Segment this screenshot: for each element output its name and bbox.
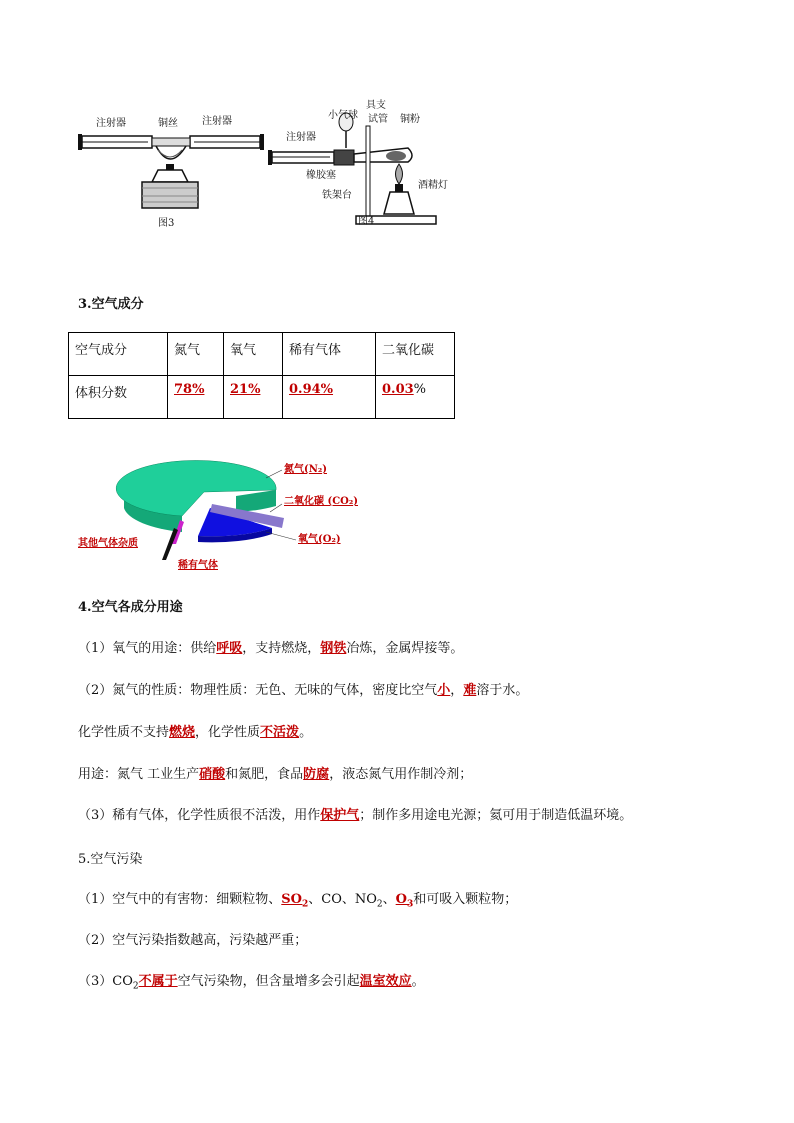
table-row [69, 376, 455, 419]
section3-title: 3.空气成分 [78, 297, 144, 312]
fig3-label-copper: 铜丝 [158, 118, 178, 129]
table-header-cell: 空气成分 [69, 333, 168, 376]
figure-4 [268, 96, 464, 236]
section4-line-5: （3）稀有气体，化学性质很不活泼，用作保护气；制作多用途电光源；氦可用于制造低温环境。 [78, 808, 633, 823]
fig4-label-stopper: 橡胶塞 [306, 170, 336, 181]
table-header-cell: 稀有气体 [283, 333, 376, 376]
fig4-label-balloon: 小气球 [328, 110, 358, 121]
fig4-label-tube: 具支 [366, 100, 386, 111]
value-nitrogen: 78% [174, 382, 205, 397]
table-header-cell: 氧气 [224, 333, 283, 376]
section5-line-1: （1）空气中的有害物：细颗粒物、$SO_2$、CO、$NO_2$、$O_3$和可吸入颗粒物； [78, 892, 518, 910]
section5-line-2: （2）空气污染指数越高，污染越严重； [78, 933, 308, 948]
section5-line-3: $(3)CO_2$不属于空气污染物，但含量增多会引起温室效应。 [78, 974, 425, 992]
fig4-label-stand: 铁架台 [322, 190, 352, 201]
pie-label-co2: 二氧化碳 (CO₂) [284, 496, 358, 507]
fig4-label-syringe: 注射器 [286, 132, 316, 143]
air-composition-table [68, 332, 455, 419]
pie-label-nitrogen: 氮气(N₂) [284, 464, 327, 475]
value-oxygen: 21% [230, 382, 261, 397]
value-co2-unit: % [413, 382, 427, 397]
section4-line-2: （2）氮气的性质：物理性质：无色、无味的气体，密度比空气小，难溶于水。 [78, 683, 529, 698]
fig3-label-left-syringe: 注射器 [96, 118, 126, 129]
section4-line-4: 用途：氮气 工业生产硝酸和氮肥，食品防腐，液态氮气用作制冷剂； [78, 767, 473, 782]
value-co2: 0.03 [382, 382, 414, 397]
value-noble-gas: 0.94% [289, 382, 334, 397]
pie-label-oxygen: 氧气(O₂) [298, 534, 341, 545]
section4-title: 4.空气各成分用途 [78, 600, 183, 615]
section4-line-3: 化学性质不支持燃烧，化学性质不活泼。 [78, 725, 313, 740]
table-header-cell: 氮气 [168, 333, 224, 376]
table-row-label: 体积分数 [69, 376, 168, 419]
table-row [69, 333, 455, 376]
fig4-caption: 图4 [358, 216, 375, 227]
pie-slice-nitrogen-side-right [236, 490, 276, 512]
fig3-label-right-syringe: 注射器 [202, 116, 232, 127]
pie-label-other: 其他气体杂质 [78, 538, 138, 549]
table-header-cell: 二氧化碳 [376, 333, 455, 376]
fig4-label-copper: 铜粉 [400, 114, 420, 125]
fig3-caption: 图3 [158, 218, 175, 229]
air-pie-chart [70, 448, 400, 578]
figure-3 [78, 102, 268, 234]
fig4-label-lamp: 酒精灯 [418, 180, 448, 191]
section4-line-1: （1）氧气的用途：供给呼吸，支持燃烧，钢铁冶炼，金属焊接等。 [78, 641, 464, 656]
fig4-label-tube2: 试管 [368, 114, 388, 125]
pie-label-noble-gas: 稀有气体 [178, 560, 218, 571]
section5-title: 5.空气污染 [78, 852, 143, 867]
